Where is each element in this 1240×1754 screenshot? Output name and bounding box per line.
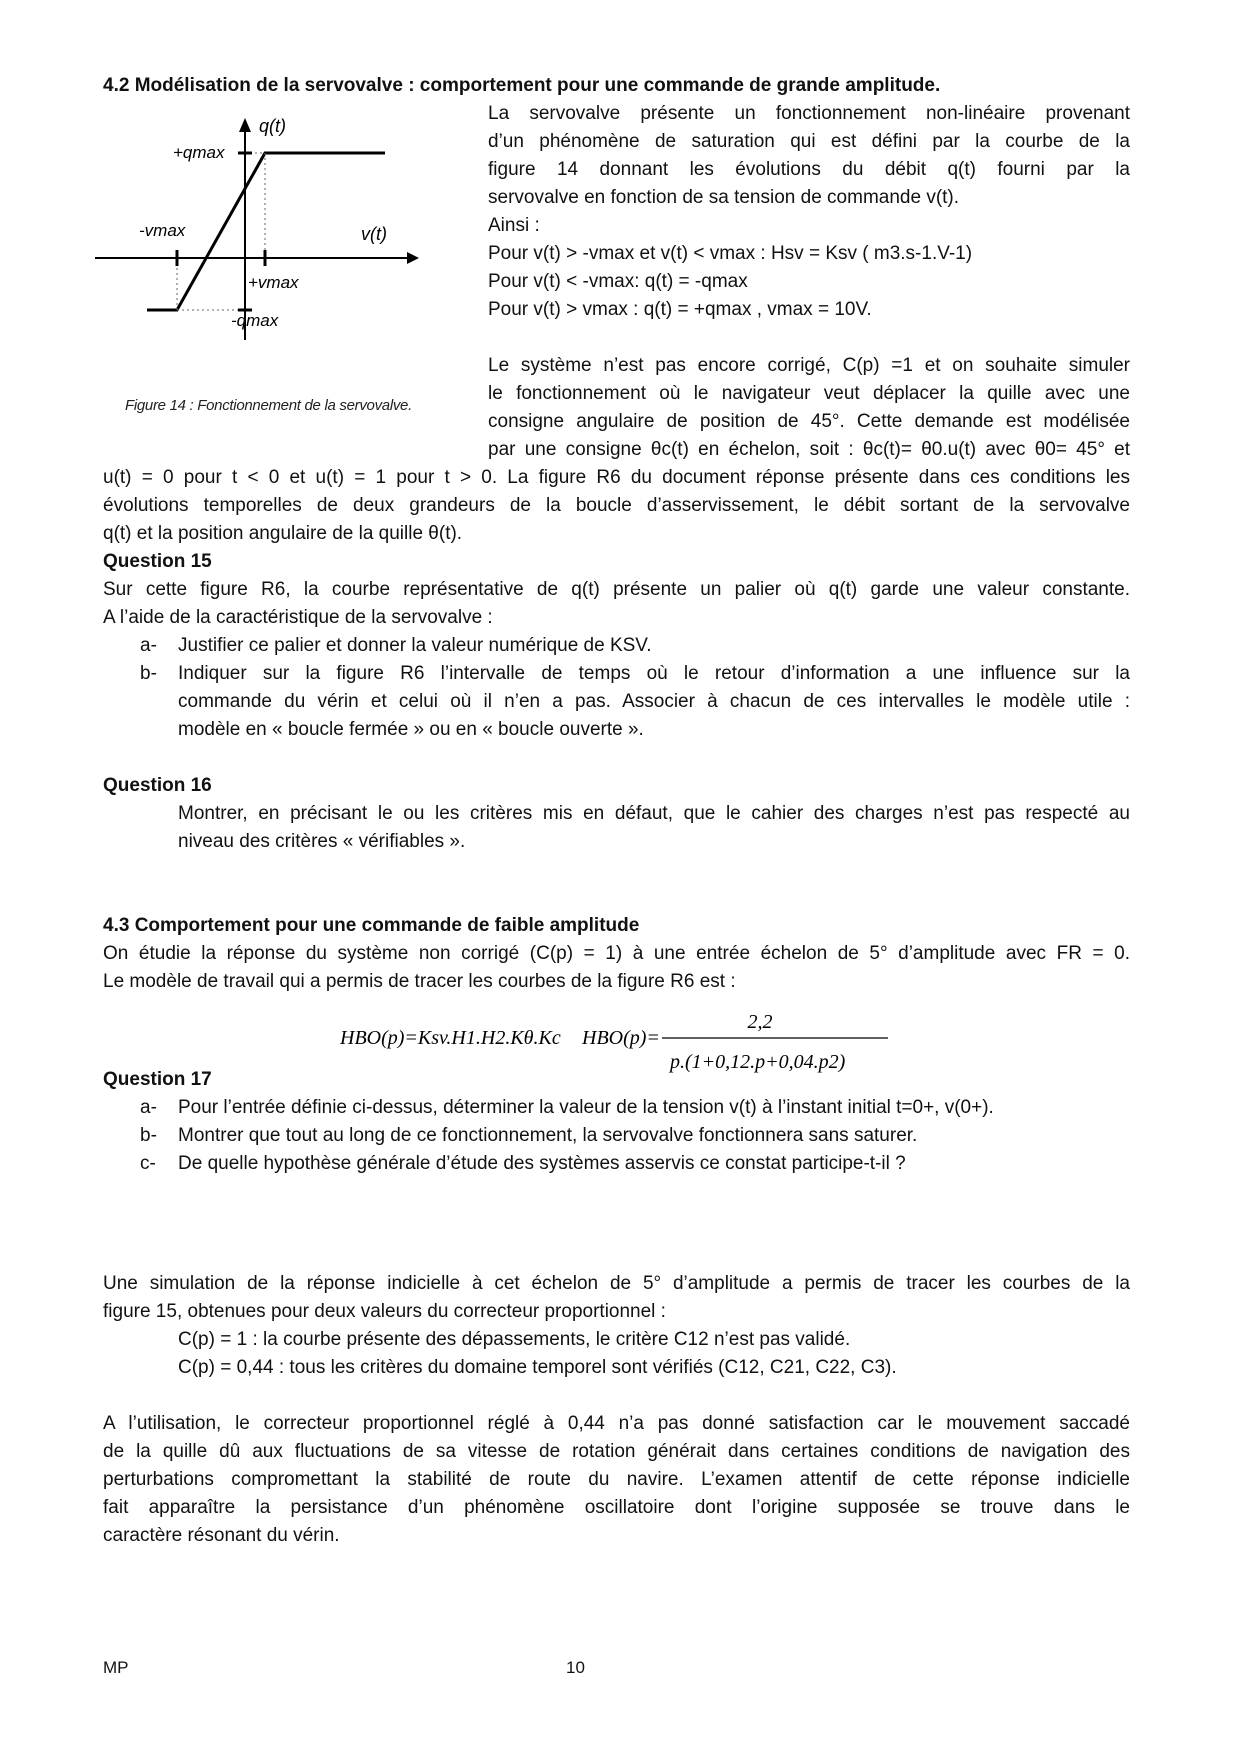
p2-line-3: consigne angulaire de position de 45°. Cette demande est modélisée <box>488 411 1130 432</box>
q17-c-label: c- <box>140 1153 156 1174</box>
q15-item-b <box>103 660 1130 744</box>
formula-left: HBO(p)=Ksv.H1.H2.Kθ.Kc <box>340 1027 561 1049</box>
formula-right-lhs: HBO(p)= <box>582 1027 660 1049</box>
sim-case-cp-1: C(p) = 1 : la courbe présente des dépassements, le critère C12 n’est pas validé. <box>178 1329 851 1350</box>
final-line-5: caractère résonant du vérin. <box>103 1525 340 1546</box>
minus-vmax-label: -vmax <box>139 221 186 240</box>
q16-line-1: Montrer, en précisant le ou les critères mis en défaut, que le cahier des charges n’est pas respecté au <box>178 803 1130 824</box>
p1-line-5: Ainsi : <box>488 215 540 236</box>
q15-item-a <box>103 632 1130 660</box>
section-4-2-title: 4.2 Modélisation de la servovalve : comportement pour une commande de grande amplitude. <box>103 75 941 96</box>
q-axis-arrow-icon <box>239 118 251 132</box>
section-4-2-full-width <box>103 464 1130 548</box>
p1-line-4: servovalve en fonction de sa tension de commande v(t). <box>488 187 960 208</box>
q17-item-b <box>103 1122 1130 1150</box>
sim-line-1: Une simulation de la réponse indicielle à cet échelon de 5° d’amplitude a permis de tracer les courbes de la <box>103 1273 1130 1294</box>
final-line-2: de la quille dû aux fluctuations de sa vitesse de rotation générait dans certaines conditions de navigation des <box>103 1441 1130 1462</box>
q17-a-label: a- <box>140 1097 157 1118</box>
simulation-paragraph <box>103 1270 1130 1382</box>
s43-line-1: On étudie la réponse du système non corrigé (C(p) = 1) à une entrée échelon de 5° d’amplitude avec FR = 0. <box>103 943 1130 964</box>
equation-linear: Pour v(t) > -vmax et v(t) < vmax : Hsv = Ksv ( m3.s-1.V-1) <box>488 243 973 264</box>
q17-b-label: b- <box>140 1125 157 1146</box>
p2-full-line-3: q(t) et la position angulaire de la quille θ(t). <box>103 523 463 544</box>
section-4-3-title: 4.3 Comportement pour une commande de faible amplitude <box>103 915 640 936</box>
final-line-4: fait apparaître la persistance d’un phénomène oscillatoire dont l’origine supposée se trouve dans le <box>103 1497 1130 1518</box>
s43-line-2: Le modèle de travail qui a permis de tracer les courbes de la figure R6 est : <box>103 971 736 992</box>
q15-a-text: Justifier ce palier et donner la valeur numérique de KSV. <box>178 635 652 656</box>
p2-full-line-1: u(t) = 0 pour t < 0 et u(t) = 1 pour t > 0. La figure R6 du document réponse présente dans ces conditions les <box>103 467 1130 488</box>
p2-line-1: Le système n’est pas encore corrigé, C(p) =1 et on souhaite simuler <box>488 355 1130 376</box>
q17-c-text: De quelle hypothèse générale d’étude des systèmes asservis ce constat participe-t-il ? <box>178 1153 906 1174</box>
section-4-3 <box>103 912 1130 996</box>
q17-b-text: Montrer que tout au long de ce fonctionnement, la servovalve fonctionnera sans saturer. <box>178 1125 918 1146</box>
question-15-heading: Question 15 <box>103 551 212 572</box>
q15-b-line-2: commande du vérin et celui où il n’en a pas. Associer à chacun de ces intervalles le modèle utile : <box>178 691 1130 712</box>
question-15 <box>103 548 1130 744</box>
v-axis-arrow-icon <box>407 252 419 264</box>
question-17 <box>103 1066 1130 1178</box>
formula-numerator: 2,2 <box>747 1011 773 1033</box>
question-16-heading: Question 16 <box>103 775 212 796</box>
equation-pos-saturation: Pour v(t) > vmax : q(t) = +qmax , vmax = 10V. <box>488 299 872 320</box>
section-4-2-right-column-2 <box>488 352 1130 464</box>
figure-14-saturation-graph <box>95 110 445 390</box>
final-line-1: A l’utilisation, le correcteur proportionnel réglé à 0,44 n’a pas donné satisfaction car le mouvement saccadé <box>103 1413 1130 1434</box>
sim-line-2: figure 15, obtenues pour deux valeurs du correcteur proportionnel : <box>103 1301 666 1322</box>
q-axis-label: q(t) <box>259 116 286 136</box>
q17-item-a <box>103 1094 1130 1122</box>
final-line-3: perturbations compromettant la stabilité de route du navire. L’examen attentif de cette réponse indicielle <box>103 1469 1130 1490</box>
p1-line-1: La servovalve présente un fonctionnement non-linéaire provenant <box>488 103 1130 124</box>
question-17-heading: Question 17 <box>103 1069 212 1090</box>
p2-line-4: par une consigne θc(t) en échelon, soit : θc(t)= θ0.u(t) avec θ0= 45° et <box>488 439 1130 460</box>
plus-qmax-label: +qmax <box>173 143 225 162</box>
p2-line-2: le fonctionnement où le navigateur veut déplacer la quille avec une <box>488 383 1130 404</box>
final-paragraph <box>103 1410 1130 1550</box>
q15-intro-1: Sur cette figure R6, la courbe représentative de q(t) présente un palier où q(t) garde une valeur constante. <box>103 579 1130 600</box>
p1-line-3: figure 14 donnant les évolutions du débit q(t) fourni par la <box>488 159 1130 180</box>
q15-b-line-1: Indiquer sur la figure R6 l’intervalle de temps où le retour d’information a une influence sur la <box>178 663 1130 684</box>
page-number: 10 <box>566 1658 585 1677</box>
sim-case-cp-044: C(p) = 0,44 : tous les critères du domaine temporel sont vérifiés (C12, C21, C22, C3). <box>178 1357 897 1378</box>
q16-line-2: niveau des critères « vérifiables ». <box>178 831 466 852</box>
section-4-2-right-column <box>488 100 1130 324</box>
p2-full-line-2: évolutions temporelles de deux grandeurs de la boucle d’asservissement, le débit sortant de la servovalve <box>103 495 1130 516</box>
q17-item-c <box>103 1150 1130 1178</box>
q15-b-label: b- <box>140 663 157 684</box>
v-axis-label: v(t) <box>361 224 387 244</box>
q17-a-text: Pour l’entrée définie ci-dessus, déterminer la valeur de la tension v(t) à l’instant initial t=0+, v(0+). <box>178 1097 994 1118</box>
q15-intro-2: A l’aide de la caractéristique de la servovalve : <box>103 607 493 628</box>
question-16 <box>103 772 1130 856</box>
q15-a-label: a- <box>140 635 157 656</box>
minus-qmax-label: -qmax <box>231 311 279 330</box>
formula-denominator: p.(1+0,12.p+0,04.p2) <box>670 1051 846 1073</box>
p1-line-2: d’un phénomène de saturation qui est défini par la courbe de la <box>488 131 1130 152</box>
plus-vmax-label: +vmax <box>248 273 299 292</box>
figure-14-caption: Figure 14 : Fonctionnement de la servovalve. <box>125 397 412 414</box>
equation-neg-saturation: Pour v(t) < -vmax: q(t) = -qmax <box>488 271 748 292</box>
footer-left: MP <box>103 1658 129 1677</box>
q15-b-line-3: modèle en « boucle fermée » ou en « boucle ouverte ». <box>178 719 644 740</box>
